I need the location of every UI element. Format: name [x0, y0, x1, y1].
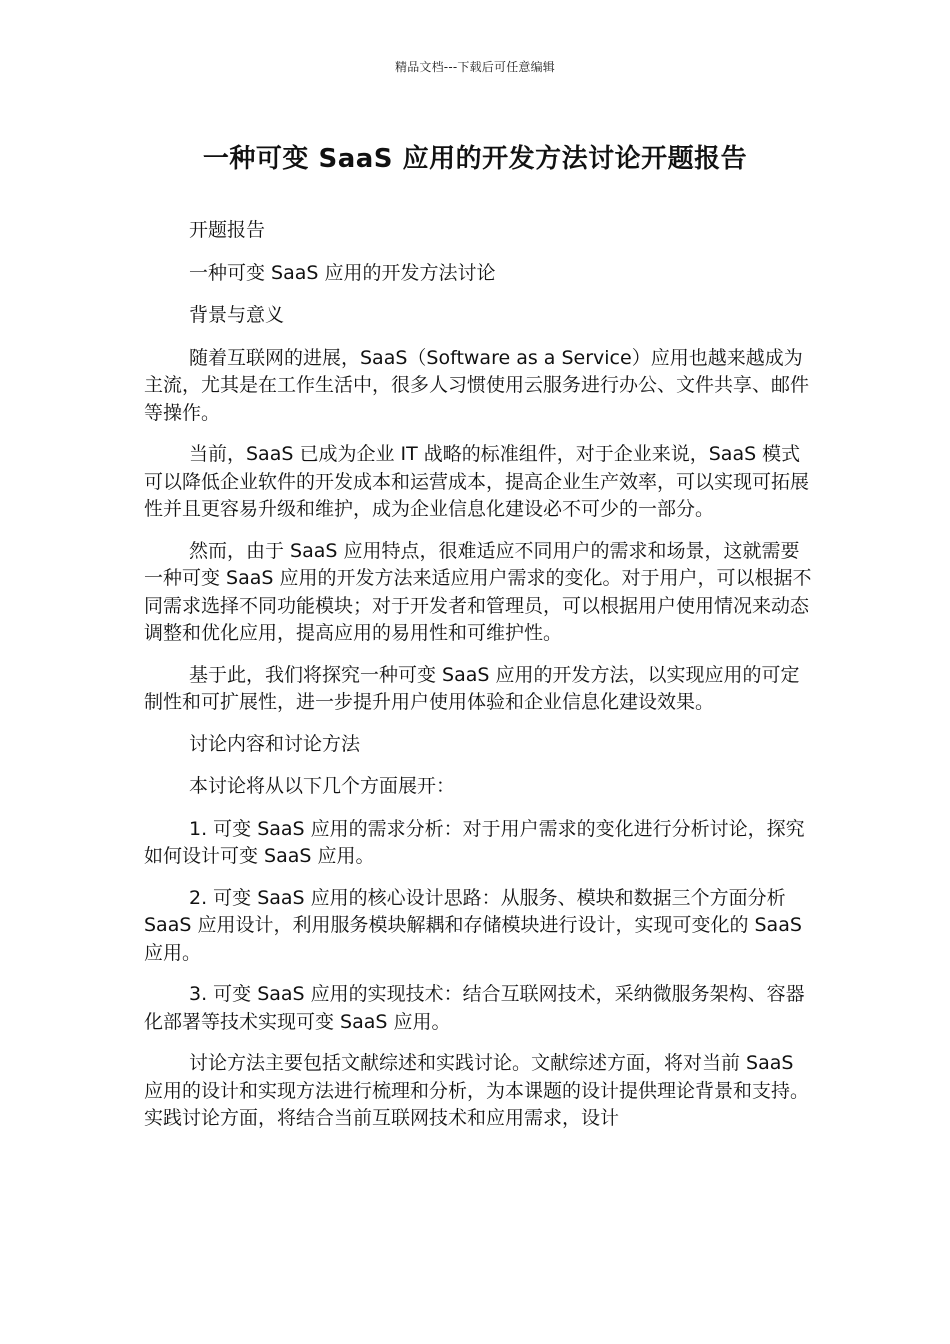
paragraph-background-4: 基于此，我们将探究一种可变 SaaS 应用的开发方法，以实现应用的可定制性和可扩展性，进一步提升用户使用体验和企业信息化建设效果。 — [144, 663, 800, 713]
header-note: 精品文档---下载后可任意编辑 — [395, 60, 555, 74]
paragraph-heading-report: 开题报告 — [189, 219, 266, 241]
paragraph-item-3: 3. 可变 SaaS 应用的实现技术：结合互联网技术，采纳微服务架构、容器化部署等技术实现可变 SaaS 应用。 — [144, 983, 805, 1033]
document-title: 一种可变 SaaS 应用的开发方法讨论开题报告 — [202, 144, 748, 174]
paragraph-heading-background: 背景与意义 — [189, 304, 285, 326]
paragraph-item-1: 1. 可变 SaaS 应用的需求分析：对于用户需求的变化进行分析讨论，探究如何设计可变 SaaS 应用。 — [144, 817, 805, 867]
paragraph-topic: 一种可变 SaaS 应用的开发方法讨论 — [189, 261, 496, 284]
document-body — [144, 217, 814, 1147]
paragraph-methods-intro: 本讨论将从以下几个方面展开： — [189, 775, 456, 797]
paragraph-background-2: 当前，SaaS 已成为企业 IT 战略的标准组件，对于企业来说，SaaS 模式可以降低企业软件的开发成本和运营成本，提高企业生产效率，可以实现可拓展性并且更容易升级和维护，成为企业信息化建设必不可少的一部分。 — [144, 443, 810, 520]
paragraph-background-1: 随着互联网的进展，SaaS（Software as a Service）应用也越来越成为主流，尤其是在工作生活中，很多人习惯使用云服务进行办公、文件共享、邮件等操作。 — [144, 346, 810, 424]
paragraph-background-3: 然而，由于 SaaS 应用特点，很难适应不同用户的需求和场景，这就需要一种可变 SaaS 应用的开发方法来适应用户需求的变化。对于用户，可以根据不同需求选择不同功能模块；对于开发者和管理员，可以根据用户使用情况来动态调整和优化应用，提高应用的易用性和可维护性。 — [144, 539, 812, 644]
paragraph-heading-methods: 讨论内容和讨论方法 — [189, 732, 361, 755]
paragraph-item-2: 2. 可变 SaaS 应用的核心设计思路：从服务、模块和数据三个方面分析 SaaS 应用设计，利用服务模块解耦和存储模块进行设计，实现可变化的 SaaS 应用。 — [144, 886, 802, 964]
paragraph-methods-detail: 讨论方法主要包括文献综述和实践讨论。文献综述方面，将对当前 SaaS 应用的设计和实现方法进行梳理和分析，为本课题的设计提供理论背景和支持。实践讨论方面，将结合当前互联网技术和应用需求，设计 — [144, 1052, 810, 1129]
